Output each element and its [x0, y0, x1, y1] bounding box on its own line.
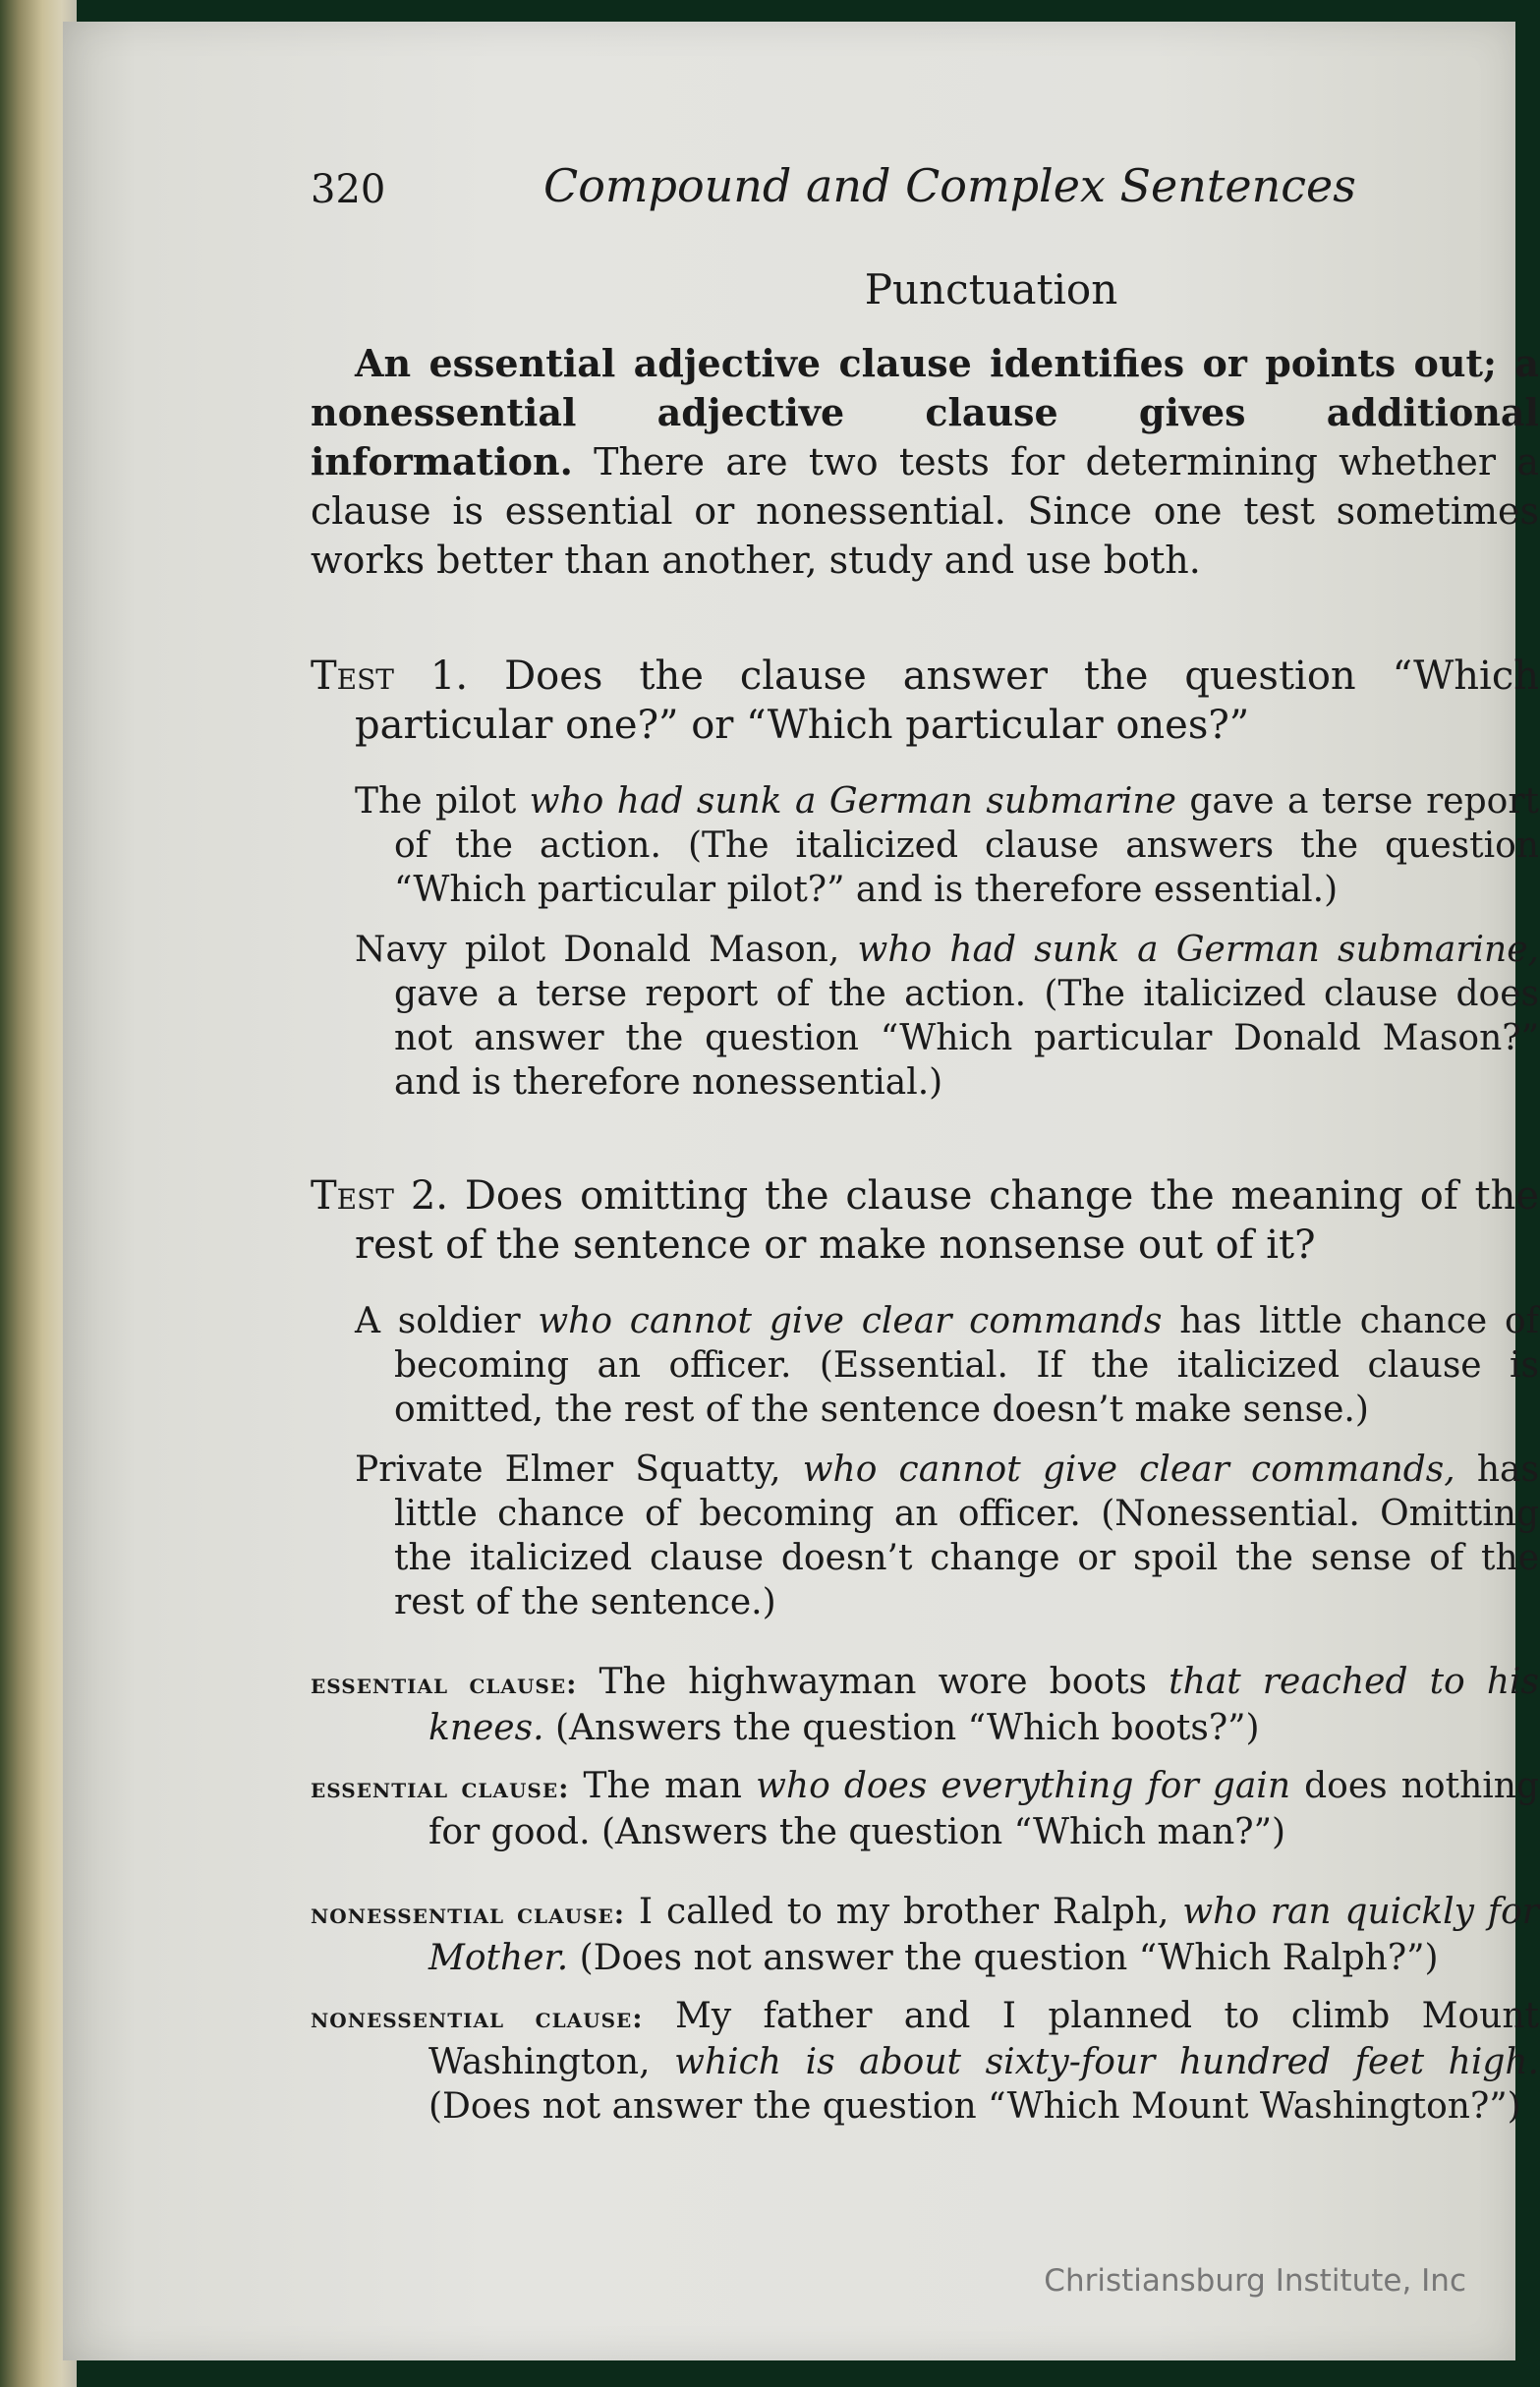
clause-italic: who does everything for gain [756, 1766, 1291, 1806]
test-1-example-1 [311, 779, 1539, 912]
page-number: 320 [311, 167, 386, 212]
example-text: gave a terse report of the action. (The italicized clause answers the question “Which particular pilot?” and is therefore essential.) [394, 781, 1540, 910]
example-clause: who cannot give clear commands, [802, 1449, 1455, 1490]
test-2 [311, 1171, 1539, 1270]
running-head [311, 149, 1539, 218]
clause-text: I called to my brother Ralph, [625, 1892, 1183, 1932]
clause-italic: who ran quickly for Mother. [428, 1892, 1540, 1978]
rule-paragraph [311, 339, 1539, 585]
clause-example-1 [311, 1660, 1539, 1750]
test-2-question: Does omitting the clause change the meaning of the rest of the sentence or make nonsense out of it? [355, 1173, 1539, 1268]
clause-italic: that reached to his knees. [428, 1662, 1540, 1748]
clause-text: The man [569, 1766, 757, 1806]
clause-example-3 [311, 1890, 1539, 1980]
example-text: has little chance of becoming an officer. (Essential. If the italicized clause is omitted, the rest of the sentence doesn’t make sense.) [394, 1301, 1539, 1430]
example-text: A soldier [355, 1301, 539, 1341]
example-clause: who had sunk a German submarine, [857, 930, 1539, 970]
clause-text: (Does not answer the question “Which Mount Washington?”) [428, 2086, 1521, 2127]
clause-italic: which is about sixty-four hundred feet high. [674, 2042, 1540, 2082]
clause-text: My father and I planned to climb Mount Washington, [428, 1996, 1539, 2082]
clause-label: essential clause: [311, 1772, 570, 1804]
test-2-example-1 [311, 1299, 1539, 1432]
test-2-example-2 [311, 1448, 1539, 1624]
watermark: Christiansburg Institute, Inc [1044, 2263, 1466, 2299]
test-1-label: Test 1. [311, 654, 469, 699]
clause-text: (Does not answer the question “Which Ralph?”) [568, 1938, 1439, 1978]
clause-text: does nothing for good. (Answers the question “Which man?”) [428, 1766, 1540, 1852]
clause-label: nonessential clause: [311, 1898, 626, 1930]
clause-example-2 [311, 1764, 1539, 1854]
chapter-title: Compound and Complex Sentences [543, 159, 1356, 212]
example-clause: who cannot give clear commands [538, 1301, 1163, 1341]
page-content [311, 149, 1539, 2129]
example-text: Navy pilot Donald Mason, [355, 930, 858, 970]
book-page [63, 22, 1540, 2360]
test-1-example-2 [311, 928, 1539, 1105]
clause-label: nonessential clause: [311, 2002, 644, 2034]
clause-example-4 [311, 1994, 1539, 2129]
example-text: gave a terse report of the action. (The italicized clause does not answer the question “Which particular Donald Mason?” and is therefore nonessential.) [394, 974, 1539, 1103]
clause-text: (Answers the question “Which boots?”) [543, 1708, 1260, 1748]
clause-text: The highwayman wore boots [577, 1662, 1169, 1702]
section-title: Punctuation [864, 265, 1118, 313]
test-1 [311, 652, 1539, 750]
test-1-question: Does the clause answer the question “Which particular one?” or “Which particular ones?” [355, 654, 1540, 748]
rule-explanation: There are two tests for determining whether a clause is essential or nonessential. Since one test sometimes works better than another, study and use both. [311, 440, 1539, 582]
test-2-label: Test 2. [311, 1173, 448, 1219]
clause-label: essential clause: [311, 1668, 578, 1700]
rule-statement: An essential adjective clause identifies or points out; a nonessential adjective clause gives additional information. [311, 341, 1539, 483]
example-text: The pilot [355, 781, 530, 822]
example-clause: who had sunk a German submarine [529, 781, 1176, 822]
example-text: has little chance of becoming an officer. (Nonessential. Omitting the italicized clause doesn’t change or spoil the sense of the rest of the sentence.) [394, 1449, 1539, 1622]
example-text: Private Elmer Squatty, [355, 1449, 803, 1490]
